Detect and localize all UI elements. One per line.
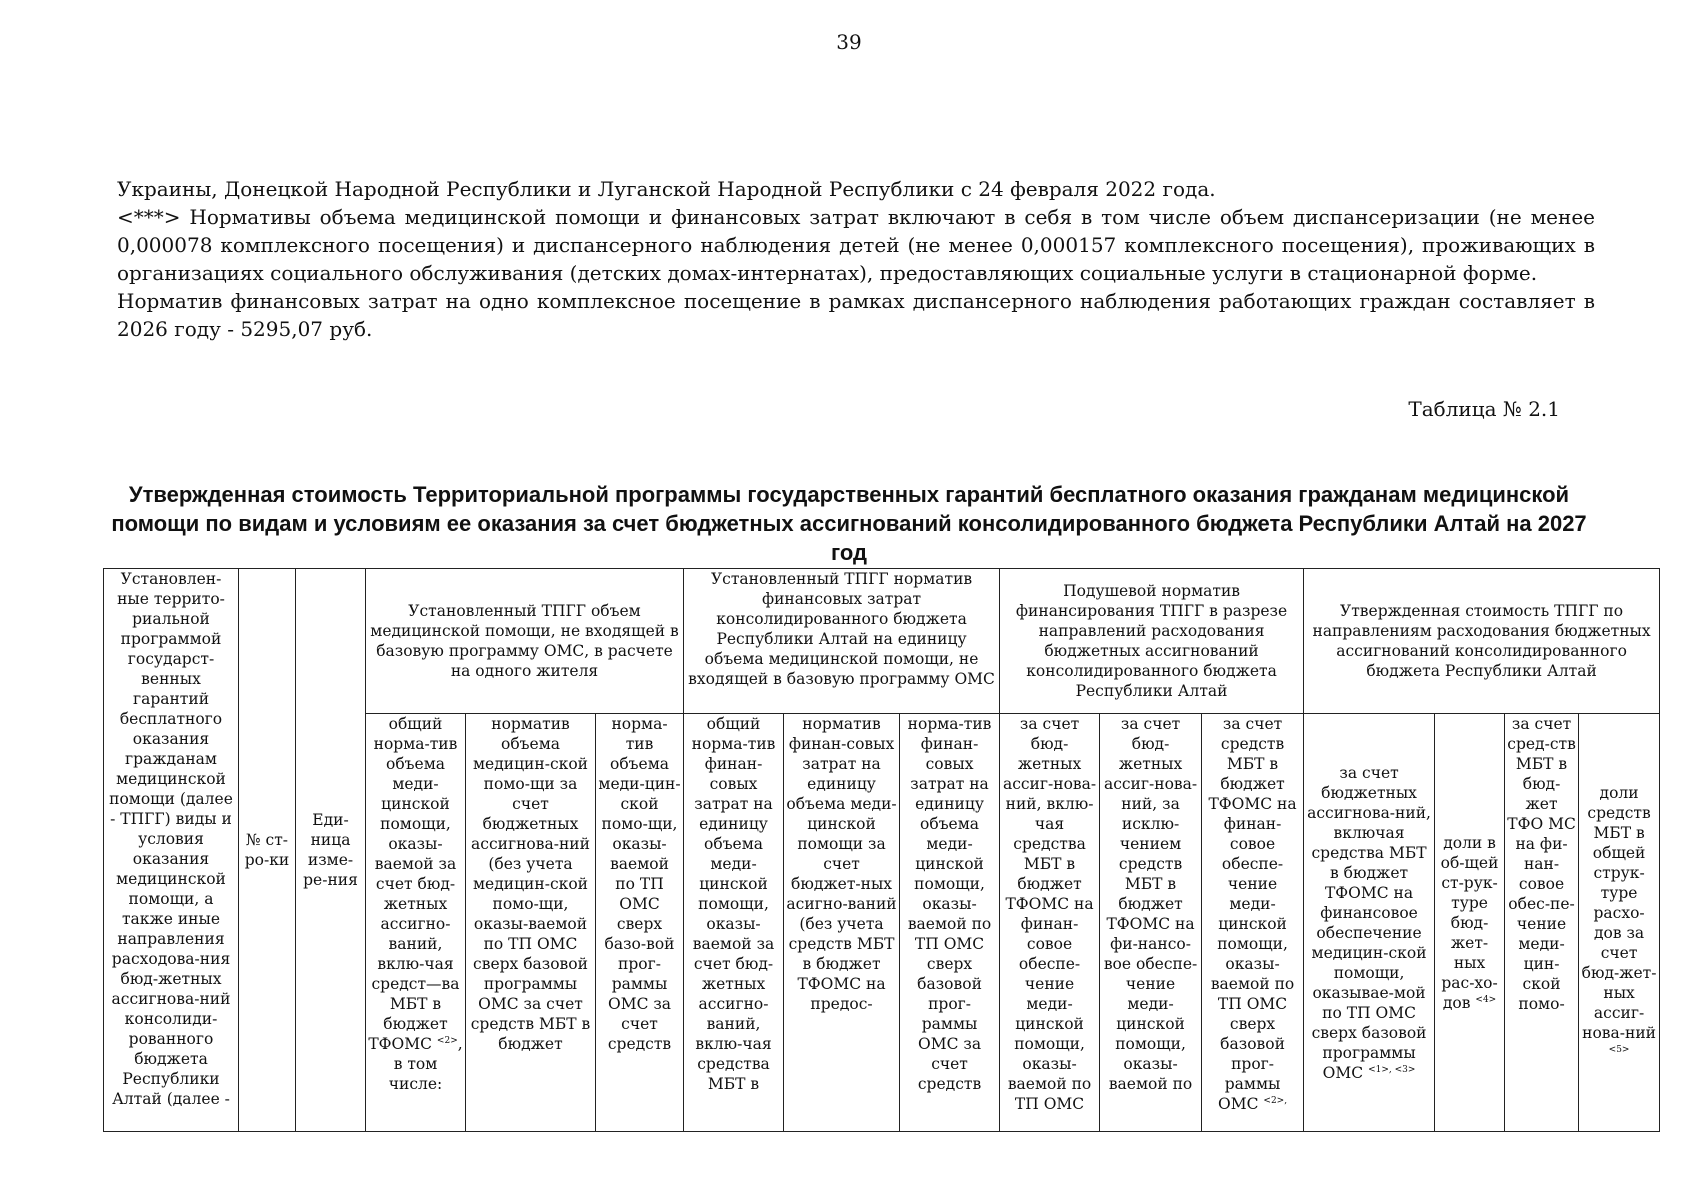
cost-table [103,568,1660,1132]
header-col-unit: Еди-ница изме-ре-ния [296,569,366,1132]
header-group-percapita: Подушевой норматив финансирования ТПГГ в разрезе направлений расходования бюджетных ассигнований консолидированного бюджета Республики Алтай [1000,569,1304,714]
paragraph: Украины, Донецкой Народной Республики и Луганской Народной Республики с 24 февраля 2022 года. [117,177,1216,201]
header-volume-budget: норматив объема медицин-ской помо-щи за счет бюджетных ассигнова-ний (без учета медицин-ской помо-щи, оказы-ваемой по ТП ОМС сверх базовой программы ОМС за счет средств МБТ в бюджет [466,714,596,1132]
header-percapita-total: за счет бюд-жетных ассиг-нова-ний, вклю-чая средства МБТ в бюджет ТФОМС на финан-совое обеспе-чение меди-цинской помощи, оказы-ваемой по ТП ОМС [1000,714,1100,1132]
footnote-text [117,175,1595,343]
header-norm-budget: норматив финан-совых затрат на единицу объема меди-цинской помощи за счет бюджет-ных асигно-ваний (без учета средств МБТ в бюджет ТФОМС на предос- [784,714,900,1132]
paragraph: Норматив финансовых затрат на одно комплексное посещение в рамках диспансерного наблюдения работающих граждан составляет в 2026 году - 5295,07 руб. [117,289,1595,341]
header-col-types: Установлен-ные террито-риальной программой государст-венных гарантий бесплатного оказания гражданам медицинской помощи (далее - ТПГГ) виды и условия оказания медицинской помощи, а также иные направления расходова-ния бюд-жетных ассигнова-ний консолиди-рованного бюджета Республики Алтай (далее - [104,569,239,1132]
header-norm-mbt: норма-тив финан-совых затрат на единицу объема меди-цинской помощи, оказы-ваемой по ТП ОМС сверх базовой прог-раммы ОМС за счет средств [900,714,1000,1132]
header-percapita-budget: за счет бюд-жетных ассиг-нова-ний, за исклю-чением средств МБТ в бюджет ТФОМС на фи-нансо-вое обеспе-чение меди-цинской помощи, оказы-ваемой по [1100,714,1202,1132]
header-group-norm: Установленный ТПГГ норматив финансовых затрат консолидированного бюджета Республики Алтай на единицу объема медицинской помощи, не входящей в базовую программу ОМС [684,569,1000,714]
header-percapita-mbt: за счет средств МБТ в бюджет ТФОМС на финан-совое обеспе-чение меди-цинской помощи, оказы-ваемой по ТП ОМС сверх базовой прог-раммы ОМС $^{<2>,}$ [1202,714,1304,1132]
header-cost-total: за счет бюджетных ассигнова-ний, включая средства МБТ в бюджет ТФОМС на финансовое обеспечение медицин-ской помощи, оказывае-мой по ТП ОМС сверх базовой программы ОМС $^{<1>, <3>}$ [1304,714,1435,1132]
header-cost-mbt-share: доли средств МБТ в общей струк-туре расхо-дов за счет бюд-жет-ных ассиг-нова-ний $^{<5>}$ [1579,714,1660,1132]
header-col-row-no: № ст-ро-ки [239,569,296,1132]
header-group-cost: Утвержденная стоимость ТПГГ по направлениям расходования бюджетных ассигнований консолидированного бюджета Республики Алтай [1304,569,1660,714]
header-cost-mbt: за счет сред-ств МБТ в бюд-жет ТФО МС на фи-нан-совое обес-пе-чение меди-цин-ской помо- [1505,714,1579,1132]
header-volume-mbt: норма-тив объема меди-цин-ской помо-щи, оказы-ваемой по ТП ОМС сверх базо-вой прог-раммы ОМС за счет средств [596,714,684,1132]
header-norm-total: общий норма-тив финан-совых затрат на единицу объема меди-цинской помощи, оказы-ваемой за счет бюд-жетных ассигно-ваний, вклю-чая средства МБТ в [684,714,784,1132]
header-cost-share: доли в об-щей ст-рук-туре бюд-жет-ных рас-хо-дов $^{<4>}$ [1435,714,1505,1132]
header-volume-total: общий норма-тив объема меди-цинской помощи, оказы-ваемой за счет бюд-жетных ассигно-ваний, вклю-чая средст—ва МБТ в бюджет ТФОМС $^{<2>}$, в том числе: [366,714,466,1132]
table-title: Утвержденная стоимость Территориальной программы государственных гарантий бесплатного оказания гражданам медицинской помощи по видам и условиям ее оказания за счет бюджетных ассигнований консолидированного бюджета Республики Алтай на 2027 год [111,482,1587,565]
paragraph: <***> Нормативы объема медицинской помощи и финансовых затрат включают в себя в том числе объем диспансеризации (не менее 0,000078 комплексного посещения) и диспансерного наблюдения детей (не менее 0,000157 комплексного посещения), проживающих в организациях социального обслуживания (детских домах-интернатах), предоставляющих социальные услуги в стационарной форме. [117,205,1595,285]
table-caption: Таблица № 2.1 [1408,397,1560,421]
header-group-volume: Установленный ТПГГ объем медицинской помощи, не входящей в базовую программу ОМС, в расчете на одного жителя [366,569,684,714]
page-number: 39 [836,30,862,54]
